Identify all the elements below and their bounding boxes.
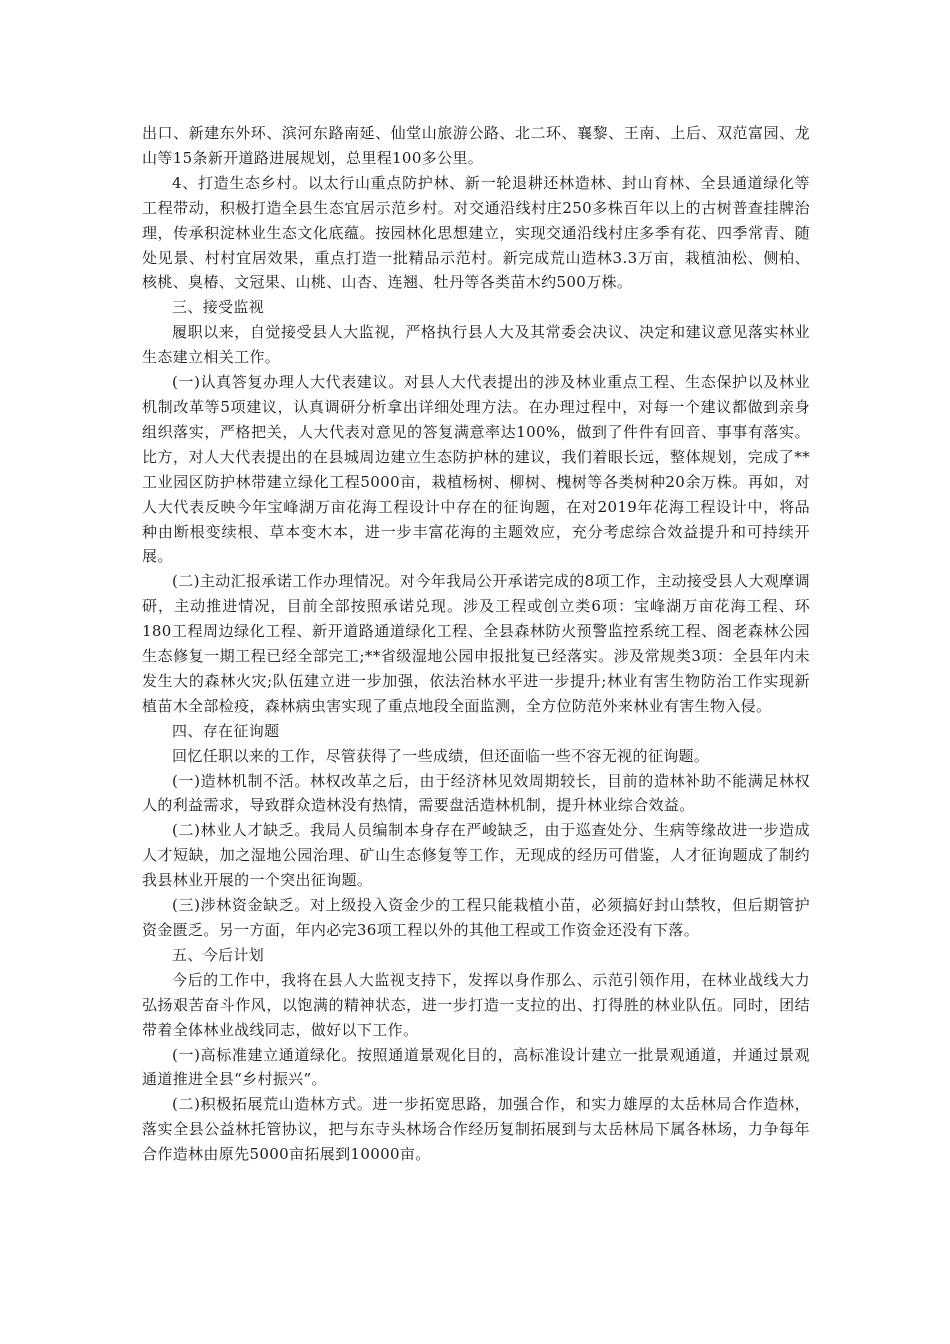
section-heading-problems: 四、存在征询题: [172, 721, 280, 740]
paragraph-commitment-report: (二)主动汇报承诺工作办理情况。对今年我局公开承诺完成的8项工作，主动接受县人大观摩调研，主动推进情况，目前全部按照承诺兑现。涉及工程或创立类6项：宝峰湖万亩花海工程、环180工程周边绿化工程、新开道路通道绿化工程、全县森林防火预警监控系统工程、阁老森林公园生态修复一期工程已经全部完工;**省级湿地公园申报批复已经落实。涉及常规类3项：全县年内未发生大的森林火灾;队伍建立进一步加强，依法治林水平进一步提升;林业有害生物防治工作实现新植苗木全部检疫，森林病虫害实现了重点地段全面监测，全方位防范外来林业有害生物入侵。: [142, 572, 810, 715]
paragraph-problems-intro: 回忆任职以来的工作，尽管获得了一些成绩，但还面临一些不容无视的征询题。: [172, 746, 710, 765]
paragraph-afforestation-mechanism: (一)造林机制不活。林权改革之后，由于经济林见效周期较长，目前的造林补助不能满足林权人的利益需求，导致群众造林没有热情，需要盘活造林机制，提升林业综合效益。: [142, 771, 810, 815]
paragraph-road-plan-continued: 出口、新建东外环、滨河东路南延、仙堂山旅游公路、北二环、襄黎、王南、上后、双范富园、龙山等15条新开道路进展规划，总里程100多公里。: [142, 124, 810, 167]
paragraph-funding-shortage: (三)涉林资金缺乏。对上级投入资金少的工程只能栽植小苗，必须搞好封山禁牧，但后期管护资金匮乏。另一方面，年内必完36项工程以外的其他工程或工作资金还没有下落。: [142, 896, 810, 939]
paragraph-supervision-intro: 履职以来，自觉接受县人大监视，严格执行县人大及其常委会决议、决定和建议意见落实林业生态建立相关工作。: [142, 323, 810, 367]
section-heading-supervision: 三、接受监视: [172, 298, 265, 317]
paragraph-future-intro: 今后的工作中，我将在县人大监视支持下，发挥以身作那么、示范引领作用，在林业战线大力弘扬艰苦奋斗作风，以饱满的精神状态，进一步打造一支拉的出、打得胜的林业队伍。同时，团结带着全体林业战线同志，做好以下工作。: [142, 970, 810, 1039]
paragraph-ecological-village: 4、打造生态乡村。以太行山重点防护林、新一轮退耕还林造林、封山育林、全县通道绿化等工程带动，积极打造全县生态宜居示范乡村。对交通沿线村庄250多株百年以上的古树普查挂牌治理，传承积淀林业生态文化底蕴。按园林化思想建立，实现交通沿线村庄多季有花、四季常青、随处见景、村村宜居效果，重点打造一批精品示范村。新完成荒山造林3.3万亩，栽植油松、侧柏、核桃、臭椿、文冠果、山桃、山杏、连翘、牡丹等各类苗木约500万株。: [142, 173, 810, 292]
document-body: [142, 121, 810, 1167]
section-heading-future-plan: 五、今后计划: [172, 945, 265, 964]
paragraph-barren-hill-afforestation: (二)积极拓展荒山造林方式。进一步拓宽思路，加强合作，和实力雄厚的太岳林局合作造林，落实全县公益林托管协议，把与东寺头林场合作经历复制拓展到与太岳林局下属各林场，力争每年合作造林由原先5000亩拓展到10000亩。: [142, 1095, 810, 1164]
paragraph-talent-shortage: (二)林业人才缺乏。我局人员编制本身存在严峻缺乏，由于巡查处分、生病等缘故进一步造成人才短缺，加之湿地公园治理、矿山生态修复等工作，无现成的经历可借鉴，人才征询题成了制约我县林业开展的一个突出征询题。: [142, 821, 810, 890]
paragraph-corridor-greening: (一)高标准建立通道绿化。按照通道景观化目的，高标准设计建立一批景观通道，并通过景观通道推进全县“乡村振兴”。: [142, 1045, 810, 1089]
paragraph-deputy-suggestions: (一)认真答复办理人大代表建议。对县人大代表提出的涉及林业重点工程、生态保护以及林业机制改革等5项建议，认真调研分析拿出详细处理方法。在办理过程中，对每一个建议都做到亲身组织落实，严格把关，人大代表对意见的答复满意率达100%，做到了件件有回音、事事有落实。比方，对人大代表提出的在县城周边建立生态防护林的建议，我们着眼长远，整体规划，完成了**工业园区防护林带建立绿化工程5000亩，栽植杨树、柳树、槐树等各类树种20余万株。再如，对人大代表反映今年宝峰湖万亩花海工程设计中存在的征询题，在对2019年花海工程设计中，将品种由断根变续根、草本变木本，进一步丰富花海的主题效应，充分考虑综合效益提升和可持续开展。: [142, 373, 810, 566]
